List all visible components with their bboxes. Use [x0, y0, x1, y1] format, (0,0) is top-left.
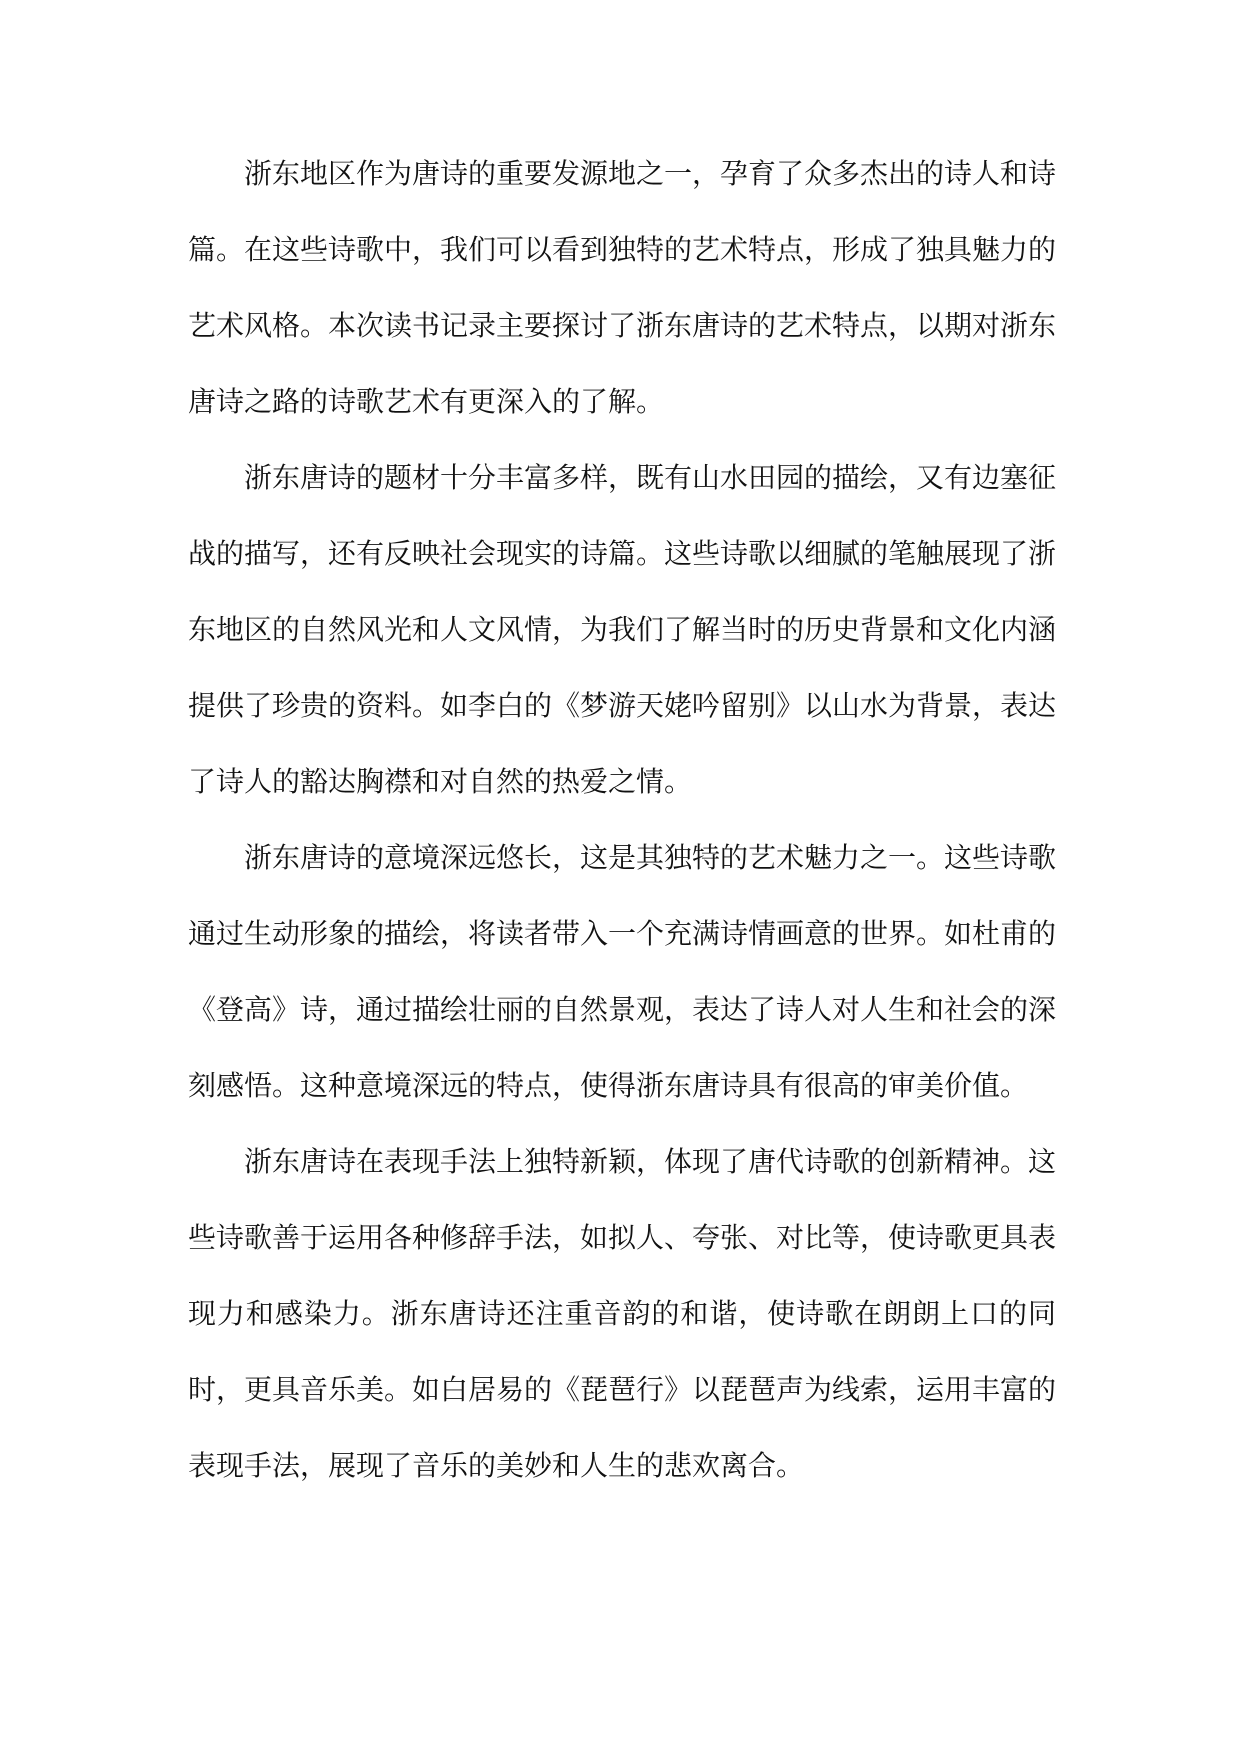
paragraph-4: 浙东唐诗在表现手法上独特新颖，体现了唐代诗歌的创新精神。这些诗歌善于运用各种修辞手法，如拟人、夸张、对比等，使诗歌更具表现力和感染力。浙东唐诗还注重音韵的和谐，使诗歌在朗朗上口的同时，更具音乐美。如白居易的《琵琶行》以琵琶声为线索，运用丰富的表现手法，展现了音乐的美妙和人生的悲欢离合。: [188, 1145, 1057, 1482]
paragraph-1: 浙东地区作为唐诗的重要发源地之一，孕育了众多杰出的诗人和诗篇。在这些诗歌中，我们可以看到独特的艺术特点，形成了独具魅力的艺术风格。本次读书记录主要探讨了浙东唐诗的艺术特点，以期对浙东唐诗之路的诗歌艺术有更深入的了解。: [188, 157, 1057, 418]
paragraph-3: 浙东唐诗的意境深远悠长，这是其独特的艺术魅力之一。这些诗歌通过生动形象的描绘，将读者带入一个充满诗情画意的世界。如杜甫的《登高》诗，通过描绘壮丽的自然景观，表达了诗人对人生和社会的深刻感悟。这种意境深远的特点，使得浙东唐诗具有很高的审美价值。: [188, 841, 1057, 1102]
document-body: [188, 136, 1056, 1504]
paragraph-2: 浙东唐诗的题材十分丰富多样，既有山水田园的描绘，又有边塞征战的描写，还有反映社会现实的诗篇。这些诗歌以细腻的笔触展现了浙东地区的自然风光和人文风情，为我们了解当时的历史背景和文化内涵提供了珍贵的资料。如李白的《梦游天姥吟留别》以山水为背景，表达了诗人的豁达胸襟和对自然的热爱之情。: [188, 461, 1057, 798]
